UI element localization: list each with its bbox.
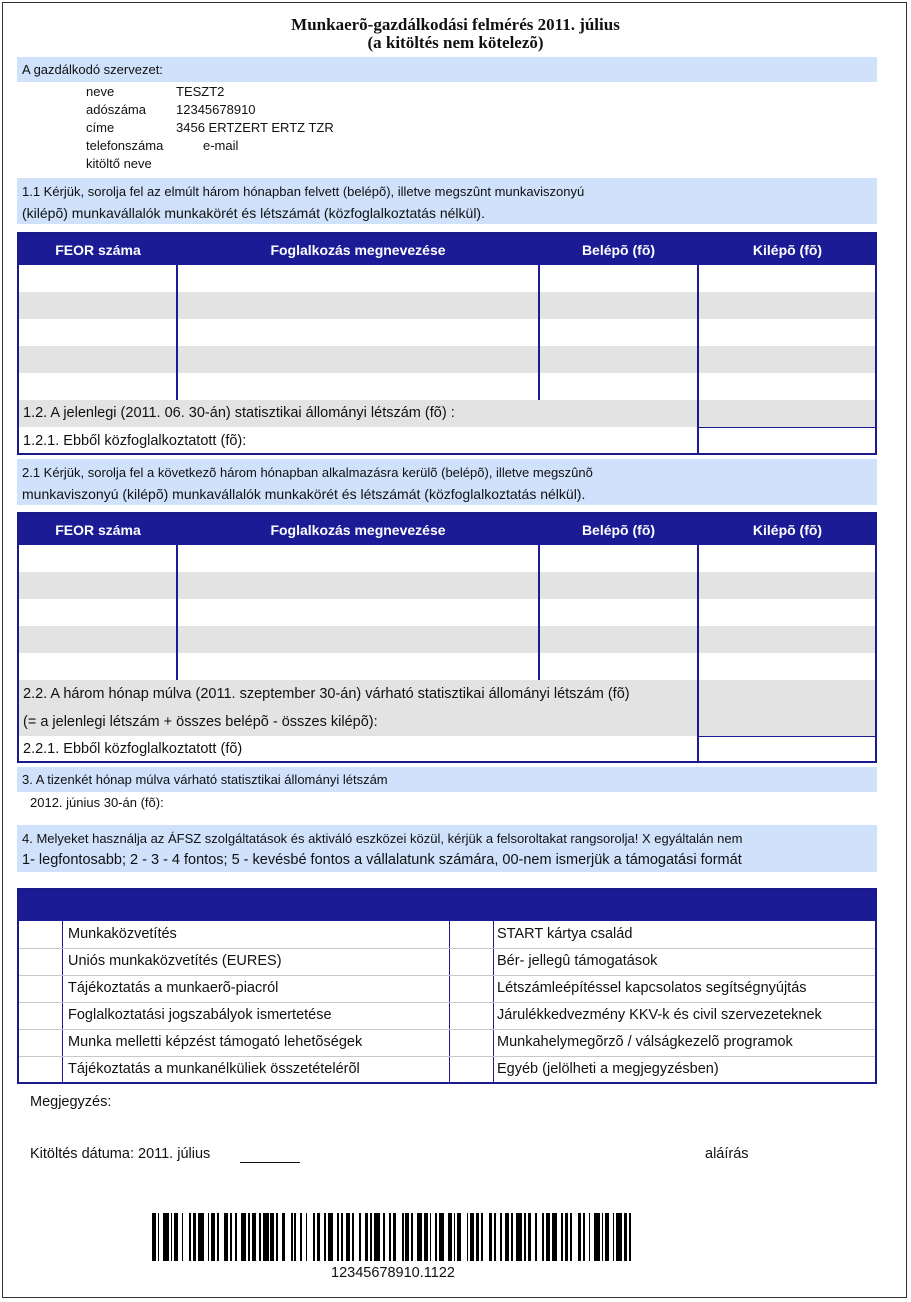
summary-public-workers: 1.2.1. Ebből közfoglalkoztatott (fõ): (23, 433, 247, 449)
summary-current-headcount: 1.2. A jelenlegi (2011. 06. 30-án) statisztikai állományi létszám (fõ) : (23, 405, 455, 421)
service-left-label: Munka melletti képzést támogató lehetõségek (68, 1034, 363, 1050)
barcode-bar (248, 1213, 250, 1261)
table-row[interactable] (19, 319, 875, 346)
table-row[interactable] (19, 626, 875, 653)
section1-table (17, 232, 877, 455)
table-row[interactable] (19, 373, 875, 400)
barcode-bar (282, 1213, 286, 1261)
table-row[interactable] (19, 599, 875, 626)
barcode-bar (417, 1213, 423, 1261)
barcode-bar (276, 1213, 278, 1261)
barcode-bar (163, 1213, 169, 1261)
section3-line2: 2012. június 30-án (fõ): (30, 795, 164, 810)
barcode-bar (252, 1213, 256, 1261)
summary-row (19, 680, 875, 736)
summary-row (19, 400, 875, 427)
barcode-bar (346, 1213, 350, 1261)
barcode-bar (337, 1213, 339, 1261)
filler-label: kitöltő neve (86, 156, 152, 171)
barcode-bar (476, 1213, 480, 1261)
organization-band (17, 57, 877, 82)
section2-heading-line1: 2.1 Kérjük, sorolja fel a következõ három hónapban alkalmazásra kerülõ (belépõ), illetve megszûnõ (22, 465, 593, 480)
barcode-bar (374, 1213, 380, 1261)
services-table-header (19, 890, 875, 921)
barcode-bar (616, 1213, 622, 1261)
barcode-bar (470, 1213, 474, 1261)
table-row[interactable] (19, 545, 875, 572)
service-left-label: Munkaközvetítés (68, 926, 177, 942)
barcode-bar (328, 1213, 334, 1261)
section1-heading-line1: 1.1 Kérjük, sorolja fel az elmúlt három hónapban felvett (belépõ), illetve megszûnt munkaviszonyú (22, 184, 585, 199)
barcode-bar (448, 1213, 452, 1261)
barcode-bar (241, 1213, 247, 1261)
section3-line1: 3. A tizenkét hónap múlva várható statisztikai állományi létszám (22, 772, 388, 787)
barcode-bar (454, 1213, 456, 1261)
service-row (19, 1002, 875, 1029)
section1-heading (17, 178, 877, 224)
barcode-bar (383, 1213, 385, 1261)
barcode-bar (561, 1213, 563, 1261)
barcode-number: 12345678910.1122 (331, 1265, 455, 1281)
section2-table-header (19, 514, 875, 545)
table-row[interactable] (19, 653, 875, 680)
service-right-label: Létszámleépítéssel kapcsolatos segítségnyújtás (497, 980, 807, 996)
barcode-bar (457, 1213, 461, 1261)
service-row (19, 921, 875, 948)
summary-row (19, 427, 875, 455)
service-right-label: Bér- jellegû támogatások (497, 953, 658, 969)
barcode-bar (500, 1213, 502, 1261)
barcode-bar (602, 1213, 604, 1261)
table-row[interactable] (19, 265, 875, 292)
barcode-bar (613, 1213, 615, 1261)
barcode-bar (405, 1213, 409, 1261)
barcode-bar (605, 1213, 609, 1261)
barcode-bar (317, 1213, 321, 1261)
barcode-bar (263, 1213, 269, 1261)
summary-forecast-headcount: 2.2. A három hónap múlva (2011. szeptember 30-án) várható statisztikai állományi létszám (fõ) (23, 686, 630, 702)
name-label: neve (86, 84, 115, 99)
barcode-bar (189, 1213, 191, 1261)
col-feor: FEOR száma (55, 241, 141, 258)
barcode-bar (570, 1213, 572, 1261)
summary-row (19, 736, 875, 763)
barcode-bar (291, 1213, 293, 1261)
service-row (19, 975, 875, 1002)
barcode-bar (370, 1213, 372, 1261)
barcode-bar (430, 1213, 432, 1261)
section4-line2: 1- legfontosabb; 2 - 3 - 4 fontos; 5 - kevésbé fontos a vállalatunk számára, 00-nem ismerjük a támogatási formát (22, 852, 742, 868)
barcode-bar (489, 1213, 493, 1261)
table-row[interactable] (19, 346, 875, 373)
service-row (19, 948, 875, 975)
section2-heading-line2: munkaviszonyú (kilépõ) munkavállalók munkakörét és létszámát (közfoglalkoztatás nélkül). (22, 486, 586, 502)
barcode-bar (494, 1213, 496, 1261)
summary-forecast-public-workers: 2.2.1. Ebből közfoglalkoztatott (fõ) (23, 741, 243, 757)
barcode-bar (158, 1213, 160, 1261)
barcode-bar (424, 1213, 428, 1261)
barcode-bar (411, 1213, 413, 1261)
barcode-bar (211, 1213, 215, 1261)
service-left-label: Tájékoztatás a munkaerõ-piacról (68, 980, 279, 996)
barcode-bar (624, 1213, 628, 1261)
table-row[interactable] (19, 572, 875, 599)
section1-table-header (19, 234, 875, 265)
email-label: e-mail (203, 138, 239, 153)
barcode-bar (365, 1213, 369, 1261)
service-right-label: Egyéb (jelölheti a megjegyzésben) (497, 1061, 719, 1077)
service-left-label: Tájékoztatás a munkanélküliek összetételérõl (68, 1061, 360, 1077)
service-right-label: Munkahelymegõrzõ / válságkezelõ programok (497, 1034, 793, 1050)
barcode-bar (224, 1213, 228, 1261)
section2-table (17, 512, 877, 763)
col-leaving: Kilépõ (fõ) (752, 521, 823, 538)
barcode-bar (171, 1213, 173, 1261)
barcode-bar (402, 1213, 404, 1261)
service-row (19, 1029, 875, 1056)
section1-heading-line2: (kilépõ) munkavállalók munkakörét és létszámát (közfoglalkoztatás nélkül). (22, 205, 485, 221)
barcode-bar (578, 1213, 582, 1261)
barcode-bar (182, 1213, 184, 1261)
note-label: Megjegyzés: (30, 1094, 112, 1110)
col-occupation: Foglalkozás megnevezése (270, 241, 446, 258)
col-occupation: Foglalkozás megnevezése (270, 521, 446, 538)
barcode-bar (505, 1213, 509, 1261)
barcode-bar (152, 1213, 156, 1261)
section3-heading (17, 767, 877, 792)
form-subtitle: (a kitöltés nem kötelezõ) (367, 33, 544, 52)
barcode-bar (528, 1213, 532, 1261)
barcode (152, 1213, 634, 1261)
barcode-bar (589, 1213, 591, 1261)
service-right-label: Járulékkedvezmény KKV-k és civil szervezeteknek (497, 1007, 822, 1023)
barcode-bar (198, 1213, 204, 1261)
barcode-bar (341, 1213, 343, 1261)
barcode-bar (306, 1213, 308, 1261)
service-row (19, 1056, 875, 1084)
barcode-bar (481, 1213, 483, 1261)
barcode-bar (594, 1213, 600, 1261)
services-table (17, 888, 877, 1084)
date-label: Kitöltés dátuma: 2011. július (30, 1146, 211, 1162)
barcode-bar (524, 1213, 526, 1261)
tax-value[interactable]: 12345678910 (176, 102, 256, 117)
address-label: címe (86, 120, 115, 135)
barcode-bar (324, 1213, 326, 1261)
organization-label: A gazdálkodó szervezet: (22, 62, 163, 77)
date-day-field[interactable] (240, 1162, 300, 1163)
col-entering: Belépõ (fõ) (581, 241, 656, 258)
barcode-bar (467, 1213, 469, 1261)
signature-label: aláírás (705, 1146, 749, 1162)
barcode-bar (535, 1213, 537, 1261)
barcode-bar (352, 1213, 354, 1261)
col-feor: FEOR száma (55, 521, 141, 538)
service-left-label: Uniós munkaközvetítés (EURES) (68, 953, 282, 969)
address-value[interactable]: 3456 ERTZERT ERTZ TZR (176, 120, 334, 135)
barcode-bar (435, 1213, 437, 1261)
summary-forecast-formula: (= a jelenlegi létszám + összes belépõ - összes kilépõ): (23, 714, 378, 730)
barcode-bar (359, 1213, 361, 1261)
barcode-bar (174, 1213, 178, 1261)
barcode-bar (511, 1213, 513, 1261)
col-entering: Belépõ (fõ) (581, 521, 656, 538)
barcode-bar (300, 1213, 302, 1261)
barcode-bar (230, 1213, 232, 1261)
barcode-bar (270, 1213, 274, 1261)
service-left-label: Foglalkoztatási jogszabályok ismertetése (68, 1007, 332, 1023)
form-title: Munkaerõ-gazdálkodási felmérés 2011. július (291, 15, 620, 34)
barcode-bar (542, 1213, 544, 1261)
barcode-bar (393, 1213, 397, 1261)
service-right-label: START kártya család (497, 926, 633, 942)
barcode-bar (193, 1213, 197, 1261)
barcode-bar (516, 1213, 522, 1261)
barcode-bar (565, 1213, 569, 1261)
barcode-bar (629, 1213, 631, 1261)
name-value[interactable]: TESZT2 (176, 84, 225, 99)
barcode-bar (259, 1213, 261, 1261)
barcode-bar (208, 1213, 210, 1261)
barcode-bar (235, 1213, 237, 1261)
barcode-bar (389, 1213, 391, 1261)
table-row[interactable] (19, 292, 875, 319)
col-leaving: Kilépõ (fõ) (752, 241, 823, 258)
barcode-bar (217, 1213, 219, 1261)
barcode-bar (439, 1213, 445, 1261)
section4-heading (17, 825, 877, 872)
barcode-bar (313, 1213, 315, 1261)
barcode-bar (552, 1213, 558, 1261)
barcode-bar (546, 1213, 550, 1261)
section2-heading (17, 459, 877, 505)
section4-line1: 4. Melyeket használja az ÁFSZ szolgáltatások és aktiváló eszközei közül, kérjük a felsoroltakat rangsorolja! X egyáltalán nem (22, 831, 743, 846)
barcode-bar (294, 1213, 296, 1261)
tax-label: adószáma (86, 102, 146, 117)
phone-label: telefonszáma (86, 138, 164, 153)
barcode-bar (583, 1213, 585, 1261)
